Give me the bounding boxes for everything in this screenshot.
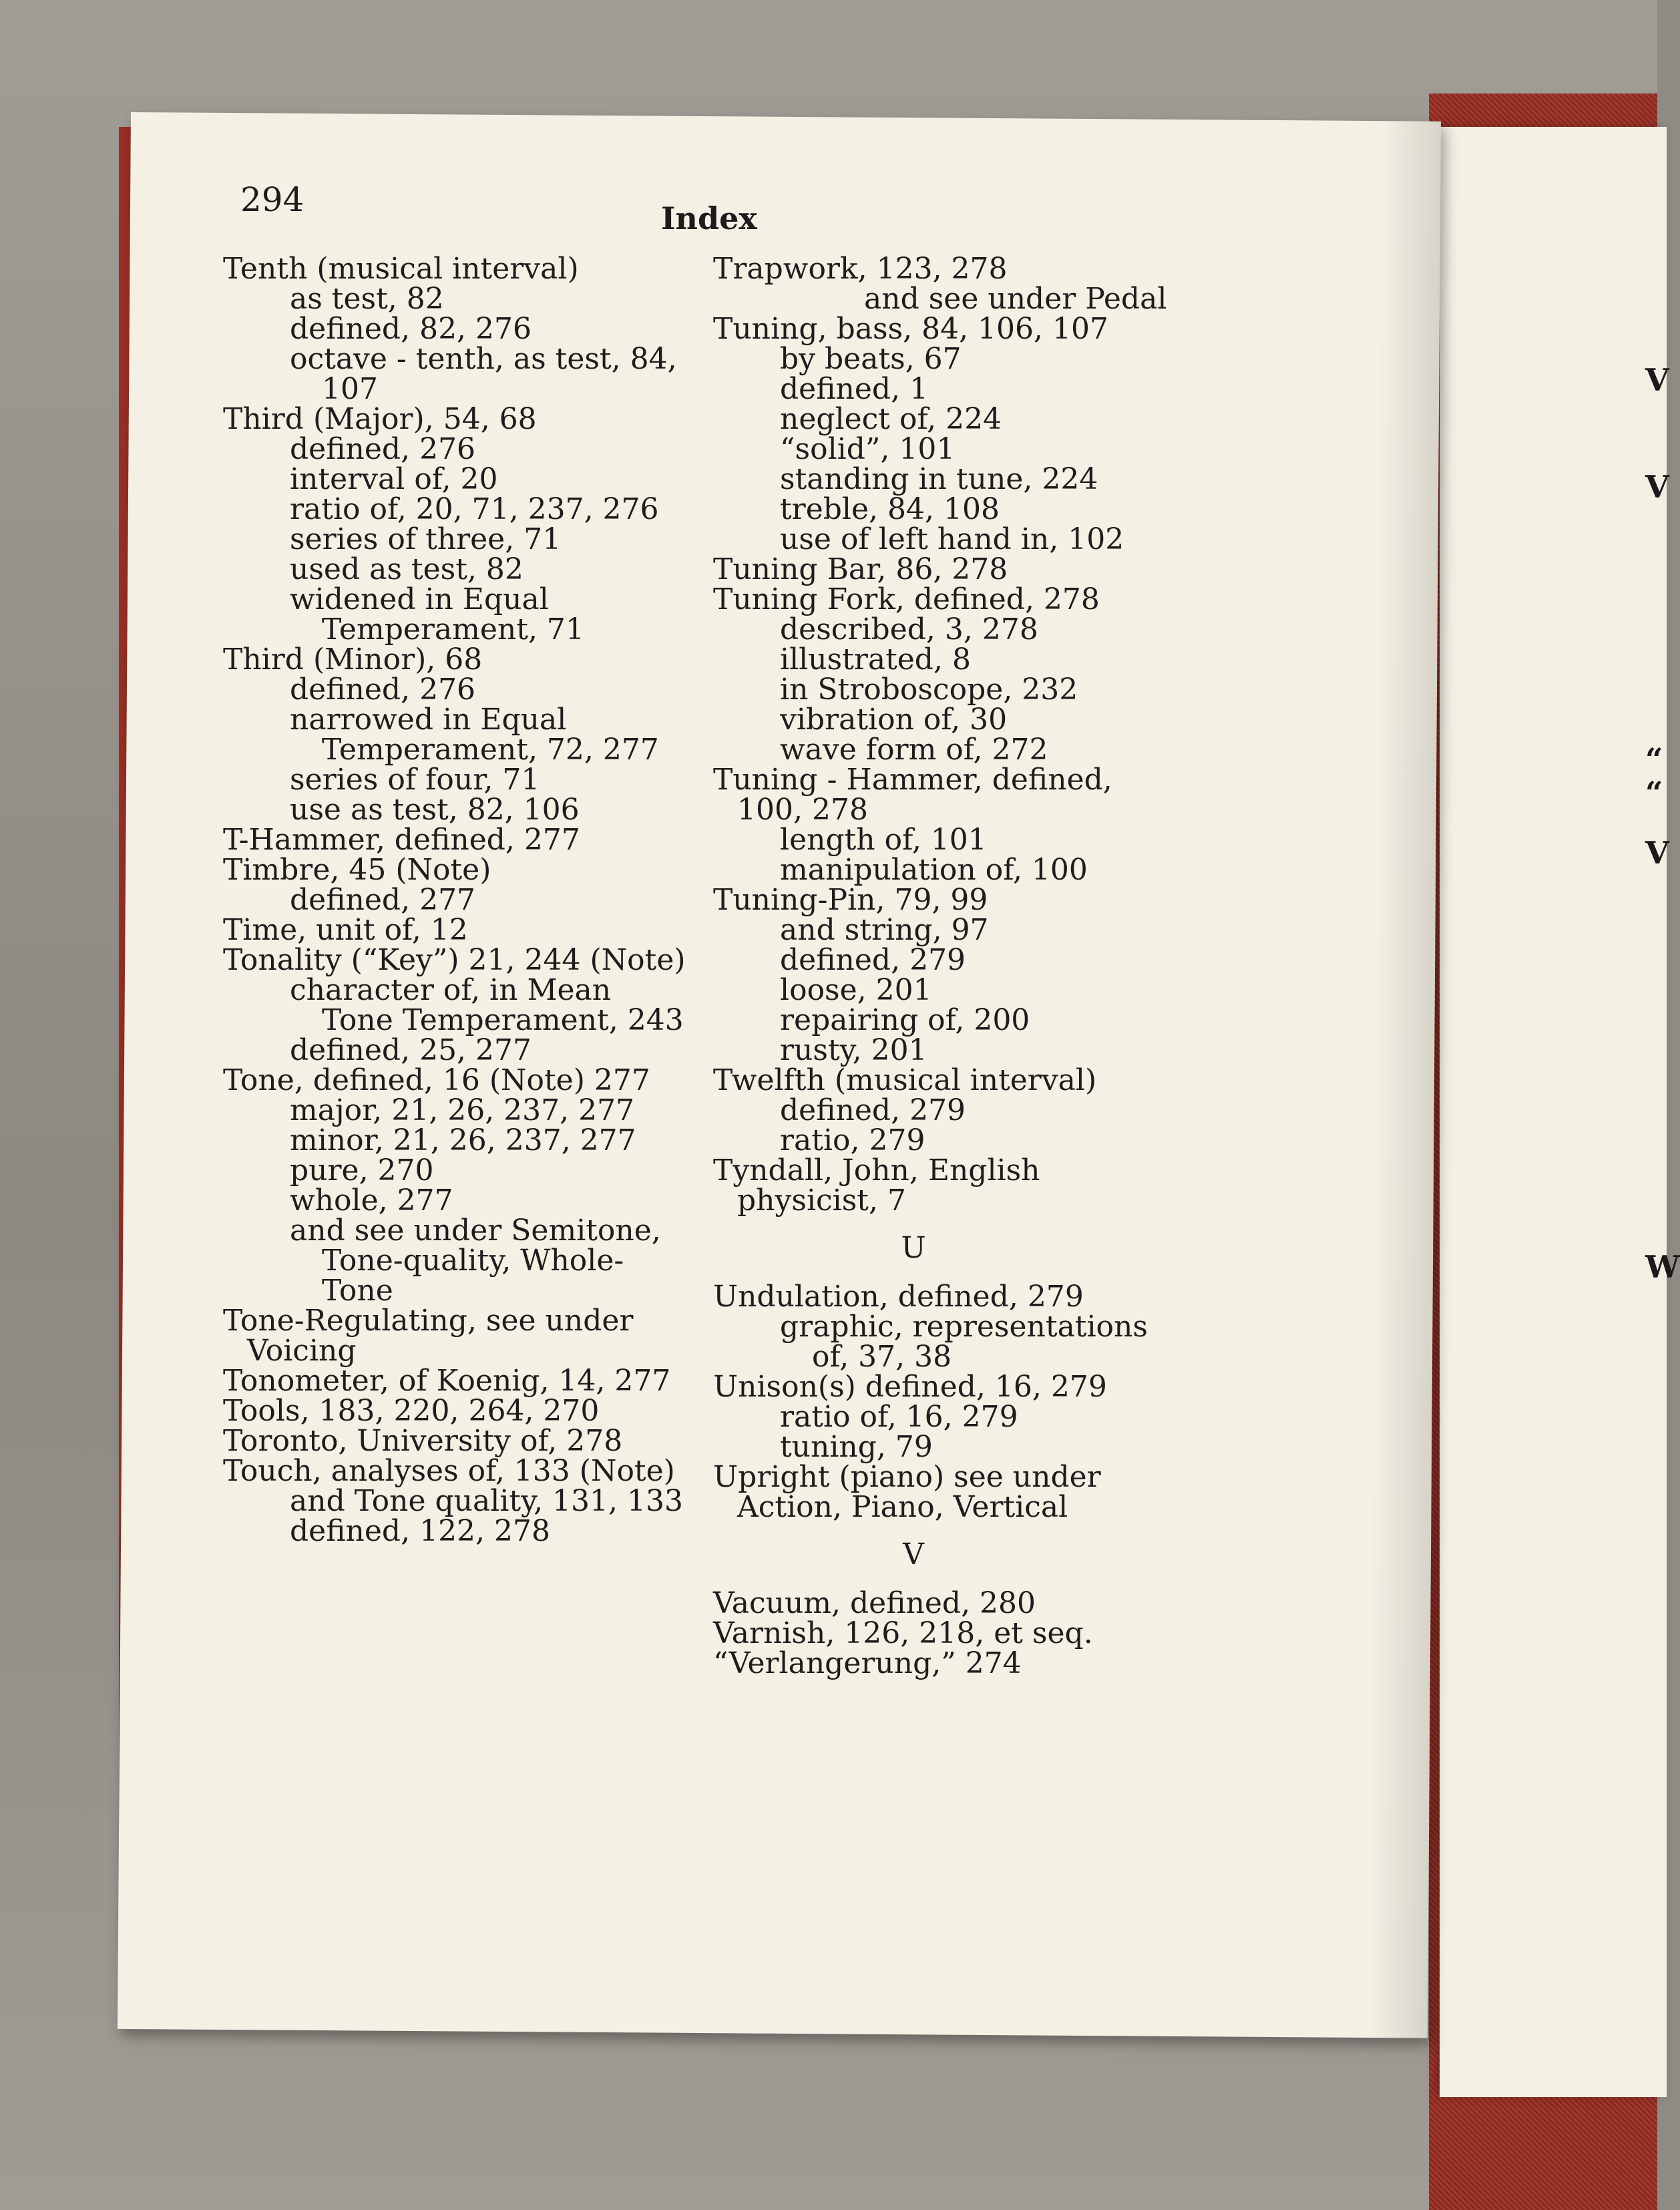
facing-page-fragment: V bbox=[1645, 835, 1669, 871]
index-subentry: graphic, representations of, 37, 38 bbox=[780, 1310, 1148, 1374]
index-entry: Third (Major), 54, 68 bbox=[223, 402, 537, 436]
facing-page-fragment: W bbox=[1645, 1249, 1680, 1285]
index-subentry: described, 3, 278 bbox=[780, 612, 1038, 647]
index-subentry: illustrated, 8 bbox=[780, 642, 971, 677]
index-entry: Tonometer, of Koenig, 14, 277 bbox=[223, 1364, 671, 1398]
index-subentry: used as test, 82 bbox=[290, 552, 523, 586]
index-column-right bbox=[713, 254, 1181, 1678]
index-subentry: defined, 25, 277 bbox=[290, 1033, 532, 1067]
index-entry: Tone-Regulating, see under Voicing bbox=[223, 1304, 634, 1368]
index-entry: Tenth (musical interval) bbox=[223, 252, 579, 286]
index-entry: Tuning - Hammer, defined, 100, 278 bbox=[713, 763, 1112, 827]
index-subentry: major, 21, 26, 237, 277 bbox=[290, 1093, 635, 1127]
facing-page-fragment: V bbox=[1645, 469, 1669, 505]
index-section-letter: V bbox=[903, 1537, 924, 1572]
facing-page-fragment: V bbox=[1645, 362, 1669, 398]
index-entry: Twelfth (musical interval) bbox=[713, 1063, 1097, 1097]
index-entry: Vacuum, defined, 280 bbox=[713, 1586, 1036, 1620]
index-subentry: and see under Pedal bbox=[864, 282, 1167, 316]
index-subentry: ratio of, 16, 279 bbox=[780, 1400, 1018, 1434]
index-entry: Varnish, 126, 218, et seq. bbox=[713, 1616, 1093, 1650]
index-subentry: interval of, 20 bbox=[290, 462, 498, 496]
facing-page-fragment: “ bbox=[1645, 775, 1663, 811]
index-subentry: ratio, 279 bbox=[780, 1123, 925, 1157]
index-entry: Tuning Fork, defined, 278 bbox=[713, 582, 1100, 616]
index-subentry: neglect of, 224 bbox=[780, 402, 1002, 436]
index-subentry: series of four, 71 bbox=[290, 763, 540, 797]
index-entry: T-Hammer, defined, 277 bbox=[223, 823, 580, 857]
index-entry: Touch, analyses of, 133 (Note) bbox=[223, 1454, 675, 1488]
index-entry: Tyndall, John, English physicist, 7 bbox=[713, 1153, 1040, 1218]
facing-page-fragment: “ bbox=[1645, 741, 1663, 777]
facing-page bbox=[1440, 127, 1680, 2097]
index-subentry: wave form of, 272 bbox=[780, 733, 1048, 767]
index-section-letter: U bbox=[901, 1231, 926, 1265]
index-subentry: loose, 201 bbox=[780, 973, 932, 1007]
index-entry: Time, unit of, 12 bbox=[223, 913, 468, 947]
index-column-left bbox=[223, 254, 690, 1546]
index-subentry: treble, 84, 108 bbox=[780, 492, 1000, 526]
index-subentry: rusty, 201 bbox=[780, 1033, 927, 1067]
index-entry: Tone, defined, 16 (Note) 277 bbox=[223, 1063, 650, 1097]
index-subentry: repairing of, 200 bbox=[780, 1003, 1030, 1037]
index-entry: Toronto, University of, 278 bbox=[223, 1424, 623, 1458]
page-number: 294 bbox=[240, 180, 304, 219]
index-entry: “Verlangerung,” 274 bbox=[713, 1646, 1022, 1680]
index-subentry: in Stroboscope, 232 bbox=[780, 673, 1078, 707]
index-subentry: defined, 279 bbox=[780, 943, 966, 977]
index-subentry: defined, 279 bbox=[780, 1093, 966, 1127]
index-entry: Unison(s) defined, 16, 279 bbox=[713, 1370, 1107, 1404]
index-subentry: by beats, 67 bbox=[780, 342, 962, 376]
index-subentry: as test, 82 bbox=[290, 282, 444, 316]
index-subentry: minor, 21, 26, 237, 277 bbox=[290, 1123, 636, 1157]
index-subentry: defined, 122, 278 bbox=[290, 1514, 551, 1548]
index-subentry: and see under Semitone, Tone-quality, Whole-Tone bbox=[290, 1214, 661, 1308]
index-subentry: character of, in Mean Tone Temperament, 243 bbox=[290, 973, 684, 1037]
index-entry: Tuning Bar, 86, 278 bbox=[713, 552, 1008, 586]
running-head: Index bbox=[661, 200, 757, 236]
index-subentry: “solid”, 101 bbox=[780, 432, 956, 466]
index-entry: Trapwork, 123, 278 bbox=[713, 252, 1008, 286]
index-subentry: series of three, 71 bbox=[290, 522, 562, 556]
index-subentry: length of, 101 bbox=[780, 823, 987, 857]
index-entry: Upright (piano) see under Action, Piano, Vertical bbox=[713, 1460, 1101, 1524]
index-subentry: defined, 276 bbox=[290, 432, 476, 466]
index-entry: Tuning-Pin, 79, 99 bbox=[713, 883, 988, 917]
index-subentry: defined, 277 bbox=[290, 883, 476, 917]
index-subentry: tuning, 79 bbox=[780, 1430, 933, 1464]
index-subentry: and Tone quality, 131, 133 bbox=[290, 1484, 683, 1518]
index-subentry: and string, 97 bbox=[780, 913, 989, 947]
index-subentry: defined, 1 bbox=[780, 372, 929, 406]
index-subentry: standing in tune, 224 bbox=[780, 462, 1098, 496]
index-subentry: widened in Equal Temperament, 71 bbox=[290, 582, 584, 647]
index-subentry: vibration of, 30 bbox=[780, 703, 1008, 737]
index-subentry: defined, 276 bbox=[290, 673, 476, 707]
index-subentry: manipulation of, 100 bbox=[780, 853, 1088, 887]
index-subentry: whole, 277 bbox=[290, 1183, 453, 1218]
index-subentry: use as test, 82, 106 bbox=[290, 793, 580, 827]
index-subentry: narrowed in Equal Temperament, 72, 277 bbox=[290, 703, 659, 767]
index-subentry: octave - tenth, as test, 84, 107 bbox=[290, 342, 677, 406]
index-entry: Tonality (“Key”) 21, 244 (Note) bbox=[223, 943, 686, 977]
index-subentry: defined, 82, 276 bbox=[290, 312, 532, 346]
index-entry: Timbre, 45 (Note) bbox=[223, 853, 491, 887]
index-entry: Tools, 183, 220, 264, 270 bbox=[223, 1394, 600, 1428]
index-subentry: ratio of, 20, 71, 237, 276 bbox=[290, 492, 659, 526]
index-subentry: pure, 270 bbox=[290, 1153, 434, 1187]
index-subentry: use of left hand in, 102 bbox=[780, 522, 1124, 556]
index-entry: Undulation, defined, 279 bbox=[713, 1280, 1084, 1314]
index-entry: Third (Minor), 68 bbox=[223, 642, 483, 677]
index-entry: Tuning, bass, 84, 106, 107 bbox=[713, 312, 1109, 346]
